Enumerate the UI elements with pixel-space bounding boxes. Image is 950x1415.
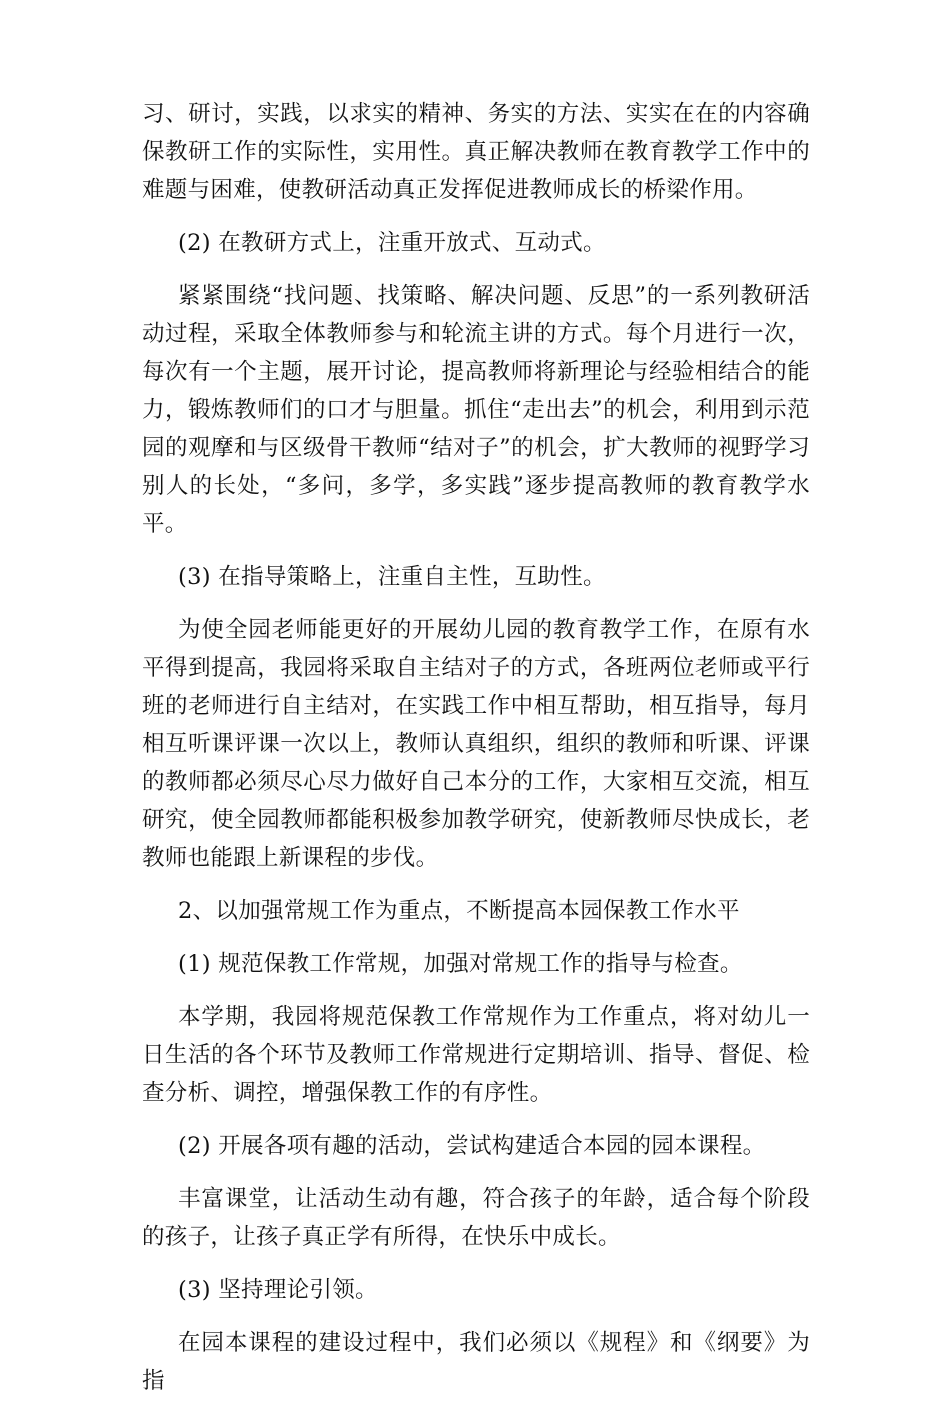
section-heading: 2、以加强常规工作为重点，不断提高本园保教工作水平 (178, 898, 740, 924)
subsection-heading: (2) 开展各项有趣的活动，尝试构建适合本园的园本课程。 (178, 1133, 766, 1159)
document-body (142, 95, 810, 1415)
body-paragraph: 丰富课堂，让活动生动有趣，符合孩子的年龄，适合每个阶段的孩子，让孩子真正学有所得，在快乐中成长。 (142, 1186, 810, 1250)
body-paragraph: 习、研讨，实践，以求实的精神、务实的方法、实实在在的内容确保教研工作的实际性，实用性。真正解决教师在教育教学工作中的难题与困难，使教研活动真正发挥促进教师成长的桥梁作用。 (142, 101, 810, 203)
subsection-heading: (2) 在教研方式上，注重开放式、互动式。 (178, 230, 606, 256)
body-paragraph: 为使全园老师能更好的开展幼儿园的教育教学工作，在原有水平得到提高，我园将采取自主结对子的方式，各班两位老师或平行班的老师进行自主结对，在实践工作中相互帮助，相互指导，每月相互听课评课一次以上，教师认真组织，组织的教师和听课、评课的教师都必须尽心尽力做好自己本分的工作，大家相互交流，相互研究，使全园教师都能积极参加教学研究，使新教师尽快成长，老教师也能跟上新课程的步伐。 (142, 617, 810, 871)
subsection-heading: (3) 在指导策略上，注重自主性，互助性。 (178, 564, 606, 590)
subsection-heading: (1) 规范保教工作常规，加强对常规工作的指导与检查。 (178, 951, 743, 977)
body-paragraph: 本学期，我园将规范保教工作常规作为工作重点，将对幼儿一日生活的各个环节及教师工作常规进行定期培训、指导、督促、检查分析、调控，增强保教工作的有序性。 (142, 1004, 810, 1106)
subsection-heading: (3) 坚持理论引领。 (178, 1277, 378, 1303)
body-paragraph: 在园本课程的建设过程中，我们必须以《规程》和《纲要》为指 (142, 1330, 810, 1394)
body-paragraph: 紧紧围绕“找问题、找策略、解决问题、反思”的一系列教研活动过程，采取全体教师参与和轮流主讲的方式。每个月进行一次，每次有一个主题，展开讨论，提高教师将新理论与经验相结合的能力，锻炼教师们的口才与胆量。抓住“走出去”的机会，利用到示范园的观摩和与区级骨干教师“结对子”的机会，扩大教师的视野学习别人的长处，“多问，多学，多实践”逐步提高教师的教育教学水平。 (142, 283, 810, 537)
